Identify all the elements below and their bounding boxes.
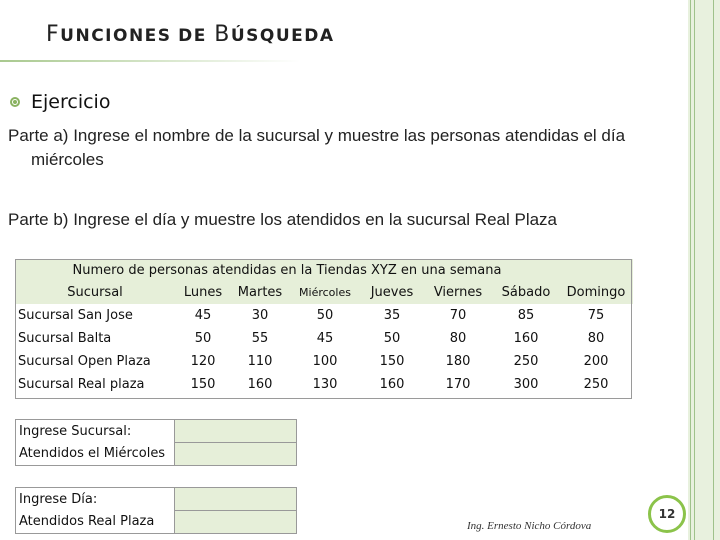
- cell: 85: [517, 308, 535, 323]
- header-sabado: Sábado: [493, 281, 559, 304]
- cell: 55: [251, 331, 269, 346]
- row-name: Sucursal Balta: [18, 331, 112, 346]
- header-sucursal: Sucursal: [15, 281, 175, 304]
- row-name: Sucursal Real plaza: [18, 377, 145, 392]
- cell: 50: [194, 331, 212, 346]
- cell: 80: [587, 331, 605, 346]
- header-viernes: Viernes: [423, 281, 493, 304]
- cell: 160: [379, 377, 405, 392]
- cell: 80: [449, 331, 467, 346]
- right-decorative-line: [690, 0, 691, 540]
- cell: 130: [312, 377, 338, 392]
- right-decorative-line: [694, 0, 695, 540]
- label-atendidos-real-plaza: Atendidos Real Plaza: [16, 511, 175, 534]
- cell: 200: [583, 354, 609, 369]
- row-name: Sucursal Open Plaza: [18, 354, 151, 369]
- header-martes: Martes: [231, 281, 289, 304]
- row-name: Sucursal San Jose: [18, 308, 133, 323]
- atendidos-miercoles-output: [175, 443, 297, 466]
- cell: 250: [583, 377, 609, 392]
- data-table: [15, 259, 633, 396]
- slide-title: FUNCIONES DE BÚSQUEDA: [46, 22, 335, 47]
- cell: 50: [383, 331, 401, 346]
- cell: 110: [247, 354, 273, 369]
- cell: 45: [316, 331, 334, 346]
- part-b-text: Parte b) Ingrese el día y muestre los atendidos en la sucursal Real Plaza: [8, 210, 558, 229]
- bullet-ejercicio: Ejercicio: [31, 91, 111, 113]
- form-part-a: [15, 419, 297, 466]
- part-a-line2: miércoles: [31, 150, 104, 169]
- header-miercoles: Miércoles: [289, 281, 361, 304]
- label-ingrese-dia: Ingrese Día:: [16, 488, 175, 511]
- right-decorative-band: [688, 0, 720, 540]
- sucursal-input[interactable]: [175, 420, 297, 443]
- part-a-line1: Parte a) Ingrese el nombre de la sucursal y muestre las personas atendidas el día: [8, 126, 626, 145]
- header-jueves: Jueves: [361, 281, 423, 304]
- footer-author: Ing. Ernesto Nicho Córdova: [467, 520, 592, 532]
- cell: 150: [379, 354, 405, 369]
- table-title: Numero de personas atendidas en la Tiendas XYZ en una semana: [15, 259, 559, 281]
- table-row: [15, 327, 633, 350]
- cell: 160: [247, 377, 273, 392]
- cell: 50: [316, 308, 334, 323]
- title-underline: [0, 60, 300, 62]
- cell: 30: [251, 308, 269, 323]
- label-atendidos-miercoles: Atendidos el Miércoles: [16, 443, 175, 466]
- cell: 120: [190, 354, 216, 369]
- atendidos-real-plaza-output: [175, 511, 297, 534]
- cell: 35: [383, 308, 401, 323]
- page-number-badge: 12: [648, 495, 686, 533]
- header-lunes: Lunes: [175, 281, 231, 304]
- form-part-b: [15, 487, 297, 534]
- cell: 70: [449, 308, 467, 323]
- table-title-spacer: [559, 259, 633, 281]
- table-row: [15, 350, 633, 373]
- table-row: [15, 373, 633, 396]
- cell: 250: [513, 354, 539, 369]
- cell: 75: [587, 308, 605, 323]
- header-domingo: Domingo: [559, 281, 633, 304]
- cell: 300: [513, 377, 539, 392]
- cell: 45: [194, 308, 212, 323]
- table-row: [15, 304, 633, 327]
- cell: 150: [190, 377, 216, 392]
- bullet-icon: [10, 97, 20, 107]
- right-decorative-line: [713, 0, 714, 540]
- dia-input[interactable]: [175, 488, 297, 511]
- cell: 180: [445, 354, 471, 369]
- cell: 100: [312, 354, 338, 369]
- cell: 160: [513, 331, 539, 346]
- label-ingrese-sucursal: Ingrese Sucursal:: [16, 420, 175, 443]
- cell: 170: [445, 377, 471, 392]
